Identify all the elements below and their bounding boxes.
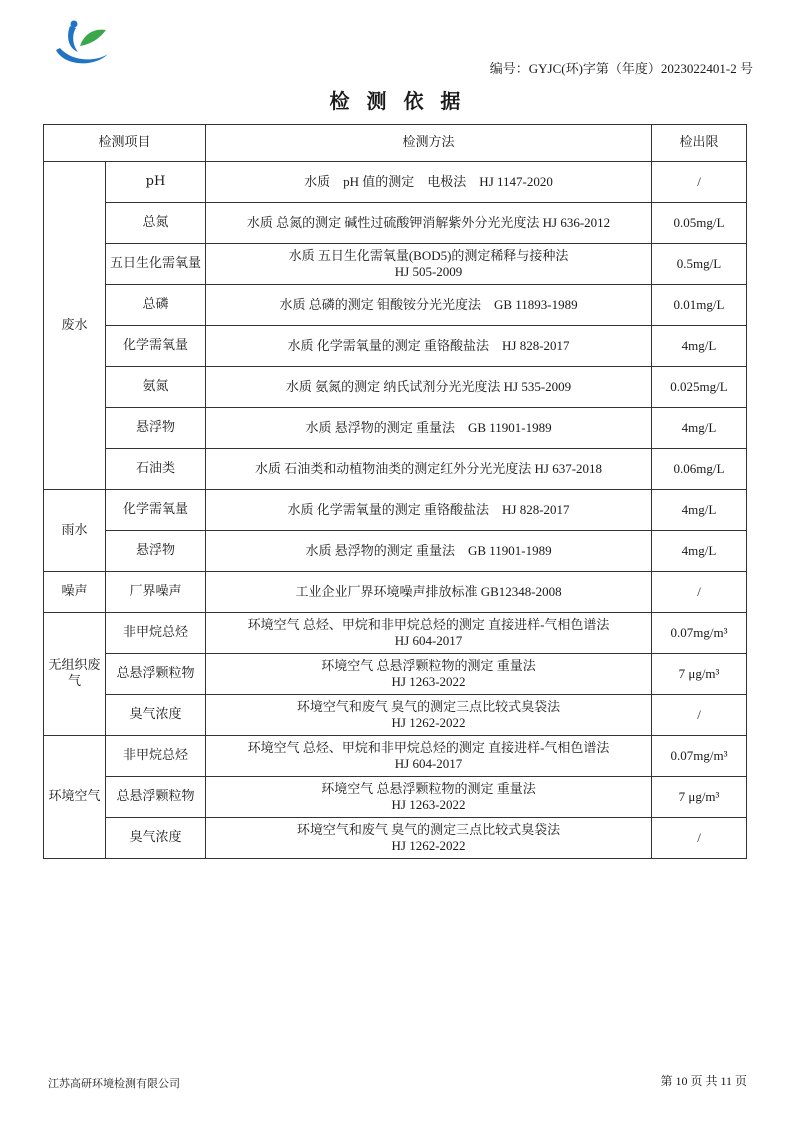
category-cell: 废水 [44, 162, 106, 490]
category-cell: 无组织废气 [44, 613, 106, 736]
limit-cell: / [652, 162, 747, 203]
footer-page-number: 第 10 页 共 11 页 [660, 1074, 747, 1088]
method-cell [206, 449, 652, 490]
table-row [44, 572, 747, 613]
method-line: HJ 604-2017 [394, 756, 463, 771]
header-method: 检测方法 [206, 125, 652, 162]
method-line: 工业企业厂界环境噪声排放标准 GB12348-2008 [295, 584, 562, 599]
limit-cell: 4mg/L [652, 531, 747, 572]
table-row [44, 695, 747, 736]
table-row [44, 736, 747, 777]
method-cell [206, 736, 652, 777]
item-cell: 化学需氧量 [106, 326, 206, 367]
method-line: HJ 505-2009 [394, 264, 463, 279]
limit-cell: / [652, 695, 747, 736]
limit-cell: 0.05mg/L [652, 203, 747, 244]
method-line: 环境空气 总烃、甲烷和非甲烷总烃的测定 直接进样-气相色谱法 [247, 740, 610, 755]
method-line: 水质 化学需氧量的测定 重铬酸盐法 HJ 828-2017 [287, 502, 570, 517]
limit-cell: / [652, 818, 747, 859]
item-cell: 非甲烷总烃 [106, 736, 206, 777]
method-line: 水质 总氮的测定 碱性过硫酸钾消解紫外分光光度法 HJ 636-2012 [246, 215, 611, 230]
method-cell [206, 818, 652, 859]
category-cell: 噪声 [44, 572, 106, 613]
method-cell [206, 244, 652, 285]
item-cell: 厂界噪声 [106, 572, 206, 613]
method-line: HJ 1262-2022 [391, 838, 466, 853]
method-cell [206, 572, 652, 613]
item-cell: 总悬浮颗粒物 [106, 654, 206, 695]
method-line: HJ 1263-2022 [391, 797, 466, 812]
method-line: HJ 1263-2022 [391, 674, 466, 689]
item-cell: 石油类 [106, 449, 206, 490]
table-row [44, 367, 747, 408]
method-line: 环境空气和废气 臭气的测定三点比较式臭袋法 [296, 822, 561, 837]
method-cell [206, 613, 652, 654]
limit-cell: 0.07mg/m³ [652, 736, 747, 777]
method-cell [206, 490, 652, 531]
method-cell [206, 203, 652, 244]
method-line: 环境空气 总悬浮颗粒物的测定 重量法 [321, 781, 536, 796]
method-cell [206, 531, 652, 572]
method-cell [206, 408, 652, 449]
table-row [44, 326, 747, 367]
table-row [44, 285, 747, 326]
table-row [44, 531, 747, 572]
table-row [44, 777, 747, 818]
method-line: 水质 pH 值的测定 电极法 HJ 1147-2020 [304, 174, 553, 189]
limit-cell: 0.5mg/L [652, 244, 747, 285]
table-row [44, 613, 747, 654]
method-line: HJ 1262-2022 [391, 715, 466, 730]
item-cell: 悬浮物 [106, 531, 206, 572]
limit-cell: 7 μg/m³ [652, 654, 747, 695]
table-row [44, 244, 747, 285]
limit-cell: 0.025mg/L [652, 367, 747, 408]
method-line: 环境空气 总烃、甲烷和非甲烷总烃的测定 直接进样-气相色谱法 [247, 617, 610, 632]
item-cell: 五日生化需氧量 [106, 244, 206, 285]
method-cell [206, 162, 652, 203]
document-number: 编号：GYJC(环)字第（年度）2023022401-2 号 [489, 61, 753, 76]
limit-cell: 0.07mg/m³ [652, 613, 747, 654]
company-logo [50, 16, 114, 68]
method-cell [206, 367, 652, 408]
limit-cell: 0.01mg/L [652, 285, 747, 326]
category-cell: 环境空气 [44, 736, 106, 859]
item-cell: 总悬浮颗粒物 [106, 777, 206, 818]
header-limit: 检出限 [652, 125, 747, 162]
method-line: 环境空气和废气 臭气的测定三点比较式臭袋法 [296, 699, 561, 714]
method-cell [206, 326, 652, 367]
page-title: 检 测 依 据 [329, 89, 466, 113]
method-line: 水质 总磷的测定 钼酸铵分光光度法 GB 11893-1989 [279, 297, 578, 312]
table-body [44, 162, 747, 859]
footer-company: 江苏高研环境检测有限公司 [48, 1077, 180, 1090]
item-cell: 化学需氧量 [106, 490, 206, 531]
item-cell: pH [106, 162, 206, 203]
table-row [44, 818, 747, 859]
item-cell: 非甲烷总烃 [106, 613, 206, 654]
method-cell [206, 285, 652, 326]
limit-cell: 7 μg/m³ [652, 777, 747, 818]
limit-cell: 0.06mg/L [652, 449, 747, 490]
method-cell [206, 777, 652, 818]
method-line: 水质 氨氮的测定 纳氏试剂分光光度法 HJ 535-2009 [285, 379, 572, 394]
method-line: HJ 604-2017 [394, 633, 463, 648]
method-line: 水质 悬浮物的测定 重量法 GB 11901-1989 [305, 420, 552, 435]
item-cell: 氨氮 [106, 367, 206, 408]
method-line: 环境空气 总悬浮颗粒物的测定 重量法 [321, 658, 536, 673]
method-cell [206, 695, 652, 736]
table-row [44, 490, 747, 531]
method-line: 水质 石油类和动植物油类的测定红外分光光度法 HJ 637-2018 [255, 461, 603, 476]
table-header-row [44, 125, 747, 162]
item-cell: 总磷 [106, 285, 206, 326]
table-row [44, 654, 747, 695]
header-item: 检测项目 [44, 125, 206, 162]
limit-cell: / [652, 572, 747, 613]
table-row [44, 203, 747, 244]
table-row [44, 408, 747, 449]
limit-cell: 4mg/L [652, 490, 747, 531]
table-row [44, 162, 747, 203]
item-cell: 臭气浓度 [106, 818, 206, 859]
item-cell: 总氮 [106, 203, 206, 244]
method-cell [206, 654, 652, 695]
table-row [44, 449, 747, 490]
test-basis-table [43, 124, 747, 859]
method-line: 水质 五日生化需氧量(BOD5)的测定稀释与接种法 [288, 248, 569, 263]
item-cell: 臭气浓度 [106, 695, 206, 736]
limit-cell: 4mg/L [652, 408, 747, 449]
category-cell: 雨水 [44, 490, 106, 572]
item-cell: 悬浮物 [106, 408, 206, 449]
limit-cell: 4mg/L [652, 326, 747, 367]
method-line: 水质 悬浮物的测定 重量法 GB 11901-1989 [305, 543, 552, 558]
method-line: 水质 化学需氧量的测定 重铬酸盐法 HJ 828-2017 [287, 338, 570, 353]
